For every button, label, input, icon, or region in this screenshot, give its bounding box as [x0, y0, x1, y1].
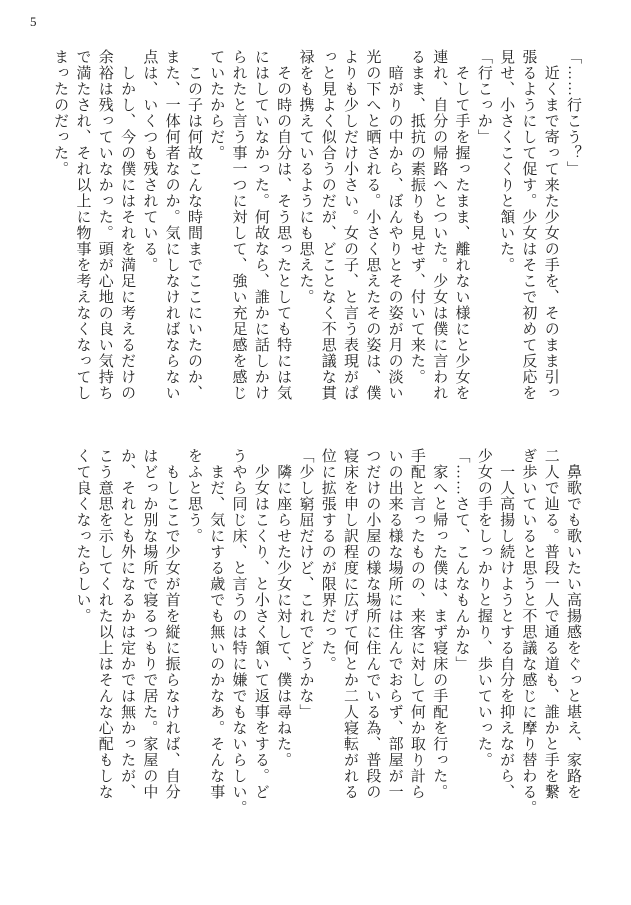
text-line: にはしていなかった。何故なら、誰かに話しかけ — [252, 49, 269, 401]
text-line: 「少し窮屈だけど、これでどうかな」 — [297, 448, 314, 720]
text-line: くて良くなったらしい。 — [74, 448, 91, 624]
text-line: 寝床を申し訳程度に広げて何とか二人寝転がれる — [342, 448, 359, 800]
text-line: 少女の手をしっかりと握り、歩いていった。 — [475, 448, 492, 768]
text-line: 見せ、小さくこくりと頷いた。 — [498, 49, 515, 273]
text-line: うやら同じ床、と言うのは特に嫌でもないらしい。 — [230, 448, 247, 816]
text-line: 余裕は残っていなかった。頭が心地の良い気持ち — [96, 49, 113, 401]
text-line: 二人で辿る。普段一人で通る道も、誰かと手を繋 — [542, 448, 559, 800]
text-line: その時の自分は、そう思ったとしても特には気 — [275, 49, 292, 401]
text-line: 家へと帰った僕は、まず寝床の手配を行った。 — [431, 448, 448, 800]
text-line: るまま、抵抗の素振りも見せず、付いて来た。 — [408, 49, 425, 385]
text-line: ぎ歩いていると思うと不思議な感じに摩り替わる。 — [520, 448, 537, 816]
text-line: 近くまで寄って来た少女の手を、そのまま引っ — [542, 49, 559, 401]
text-line: 「……行こう？」 — [565, 49, 581, 177]
text-line: また、一体何者なのか。気にしなければならない — [163, 49, 180, 401]
text-line: よりも少しだけ小さい。女の子、と言う表現がぱ — [342, 49, 359, 401]
text-line: 点は、いくつも残されている。 — [141, 49, 158, 273]
text-line: 禄をも携えているようにも思えた。 — [297, 49, 314, 305]
text-line: 暗がりの中から、ぼんやりとその姿が月の淡い — [386, 49, 403, 401]
text-line: はどっか別な場所で寝るつもりで居た。家屋の中 — [141, 448, 158, 800]
text-line: 少女はこくり、と小さく頷いて返事をする。ど — [252, 448, 269, 800]
text-line: 光の下へと晒される。小さく思えたその姿は、僕 — [364, 49, 381, 401]
text-line: もしここで少女が首を縦に振らなければ、自分 — [163, 448, 180, 800]
text-line: まだ、気にする歳でも無いのかなあ。そんな事 — [208, 448, 225, 800]
text-line: 手配と言ったものの、来客に対して何か取り計ら — [408, 448, 425, 800]
text-line: 鼻歌でも歌いたい高揚感をぐっと堪え、家路を — [565, 448, 581, 800]
text-line: 一人高揚し続けようとする自分を抑えながら、 — [498, 448, 515, 800]
text-block-bottom — [71, 448, 584, 820]
text-line: しかし、今の僕にはそれを満足に考えるだけの — [119, 49, 136, 401]
text-line: か、それとも外になるかは定かでは無かったが、 — [119, 448, 136, 800]
text-line: つだけの小屋の様な場所に住んでいる為、普段の — [364, 448, 381, 800]
text-line: 隣に座らせた少女に対して、僕は尋ねた。 — [275, 448, 292, 768]
text-line: そして手を握ったまま、離れない様にと少女を — [453, 49, 470, 401]
text-line: られたと言う事一つに対して、強い充足感を感じ — [230, 49, 247, 401]
text-line: 連れ、自分の帰路へとついた。少女は僕に言われ — [431, 49, 448, 401]
text-line: ていたからだ。 — [208, 49, 225, 161]
text-line: いの出来る様な場所には住んでおらず、部屋が一 — [386, 448, 403, 800]
text-line: こう意思を示してくれた以上はそんな心配もしな — [96, 448, 113, 800]
text-line: 「……さて、こんなもんかな」 — [453, 448, 470, 672]
text-line: をふと思う。 — [185, 448, 202, 544]
text-line: 「行こっか」 — [475, 49, 492, 145]
text-line: まったのだった。 — [52, 49, 69, 177]
page-number: 5 — [30, 14, 37, 29]
text-line: で満たされ、それ以上に物事を考えなくなってし — [74, 49, 91, 401]
text-line: 張るようにして促す。少女はそこで初めて反応を — [520, 49, 537, 401]
text-line: っと見よく似合うのだが、どことなく不思議な貫 — [319, 49, 336, 401]
text-line: 位に拡張するのが限界だった。 — [319, 448, 336, 672]
text-line: この子は何故こんな時間までここにいたのか、 — [185, 49, 202, 401]
text-block-top — [49, 49, 584, 421]
